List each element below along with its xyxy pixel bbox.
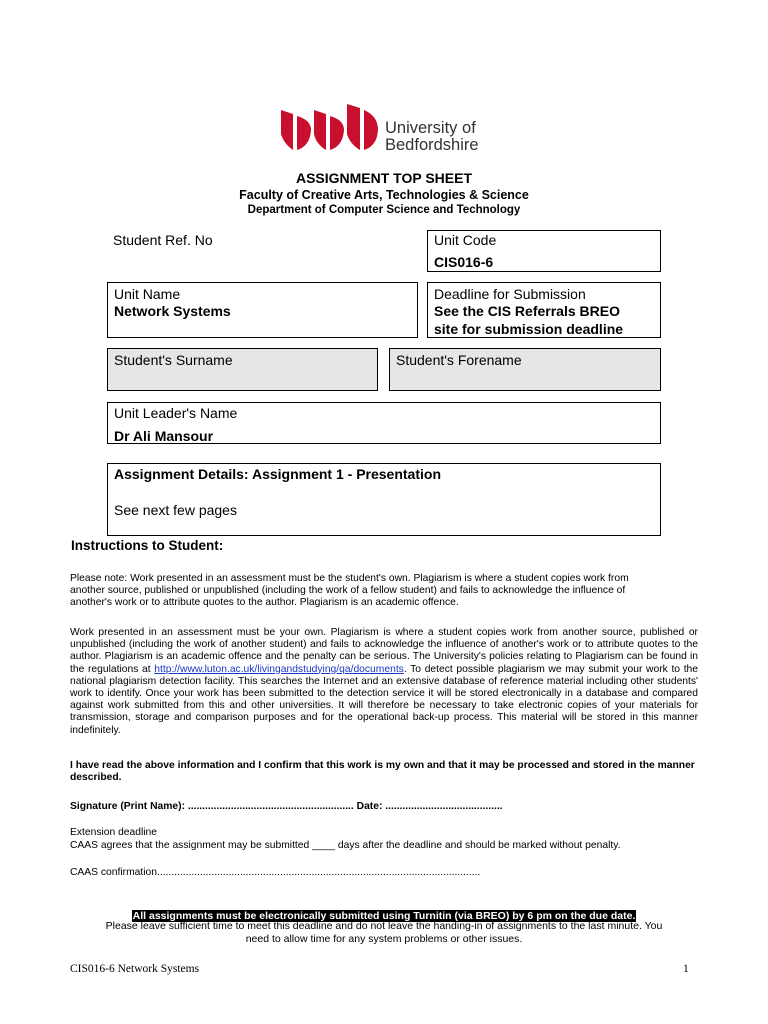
unit-code-label: Unit Code xyxy=(434,232,497,248)
department-title: Department of Computer Science and Technology xyxy=(247,204,521,216)
plagiarism-note-paragraph: Please note: Work presented in an assessment must be the student's own. Plagiarism is where a student copies work from another source, published or unpublished (including the work of a fellow student) and fails to acknowledge the influence of another's work or to attribute quotes to the author. Plagiarism is an academic offence. xyxy=(70,573,629,609)
plagiarism-policy-paragraph: Work presented in an assessment must be your own. Plagiarism is where a student copies work from another source, published or unpublished (including the work of another student) and fails to acknowledge the influence of another's work or to attribute quotes to the author. Plagiarism is an academic offence and the penalty can be serious. The University's policies relating to Plagiarism can be found in the regulations at http://www.luton.ac.uk/livingandstudying/qa/documents. To detect possible plagiarism we may submit your work to the national plagiarism detection facility. This searches the Internet and an extensive database of reference material including other students' work to identify. Once your work has been submitted to the detection service it will be stored electronically in a database and compared against work submitted from this and other universities. It will therefore be necessary to take electronic copies of your materials for transmission, storage and comparison purposes and for the operational back-up process. This material will be stored in this manner indefinitely. xyxy=(70,627,699,736)
extension-deadline-title: Extension deadline xyxy=(70,827,158,838)
university-logo xyxy=(278,100,488,156)
unit-name-value: Network Systems xyxy=(114,303,231,319)
submission-guidance: Please leave sufficient time to meet this deadline and do not leave the handing-in of assignments to the last minute. You need to allow time for any system problems or other issues. xyxy=(105,920,663,945)
regulations-link[interactable]: http://www.luton.ac.uk/livingandstudying/qa/documents xyxy=(154,663,404,675)
deadline-box xyxy=(427,282,661,338)
page-number: 1 xyxy=(683,963,689,975)
unit-leader-label: Unit Leader's Name xyxy=(114,405,238,421)
university-crest-icon xyxy=(278,100,378,156)
signature-line[interactable]: Signature (Print Name): .......................................................... Date: ......................................... xyxy=(70,801,503,812)
confirmation-statement: I have read the above information and I confirm that this work is my own and that it may be processed and stored in the manner described. xyxy=(70,760,695,784)
deadline-value-line2: site for submission deadline xyxy=(434,321,624,337)
forename-label: Student's Forename xyxy=(396,352,522,368)
surname-label: Student's Surname xyxy=(114,352,233,368)
extension-deadline-text: CAAS agrees that the assignment may be submitted ____ days after the deadline and should be marked without penalty. xyxy=(70,840,621,851)
unit-code-box xyxy=(427,230,661,272)
surname-box[interactable] xyxy=(107,348,378,391)
footer-unit: CIS016-6 Network Systems xyxy=(70,963,200,975)
submission-notice: All assignments must be electronically submitted using Turnitin (via BREO) by 6 pm on the due date. xyxy=(132,910,636,922)
assignment-details-title: Assignment Details: Assignment 1 - Presentation xyxy=(114,466,441,482)
student-ref-label: Student Ref. No xyxy=(113,232,213,248)
unit-leader-box xyxy=(107,402,661,444)
university-name: University of Bedfordshire xyxy=(385,119,479,154)
faculty-title: Faculty of Creative Arts, Technologies & Science xyxy=(239,188,529,202)
assignment-note: See next few pages xyxy=(114,502,237,518)
forename-box[interactable] xyxy=(389,348,661,391)
unit-name-label: Unit Name xyxy=(114,286,181,302)
assignment-details-box xyxy=(107,463,661,536)
unit-code-value: CIS016-6 xyxy=(434,254,494,270)
unit-name-box xyxy=(107,282,418,338)
deadline-label: Deadline for Submission xyxy=(434,286,586,302)
unit-leader-value: Dr Ali Mansour xyxy=(114,428,214,444)
caas-confirmation-line[interactable]: CAAS confirmation................................................................................................................. xyxy=(70,867,481,878)
page-title: ASSIGNMENT TOP SHEET xyxy=(295,170,473,186)
instructions-heading: Instructions to Student: xyxy=(71,538,224,553)
deadline-value-line1: See the CIS Referrals BREO xyxy=(434,303,620,319)
